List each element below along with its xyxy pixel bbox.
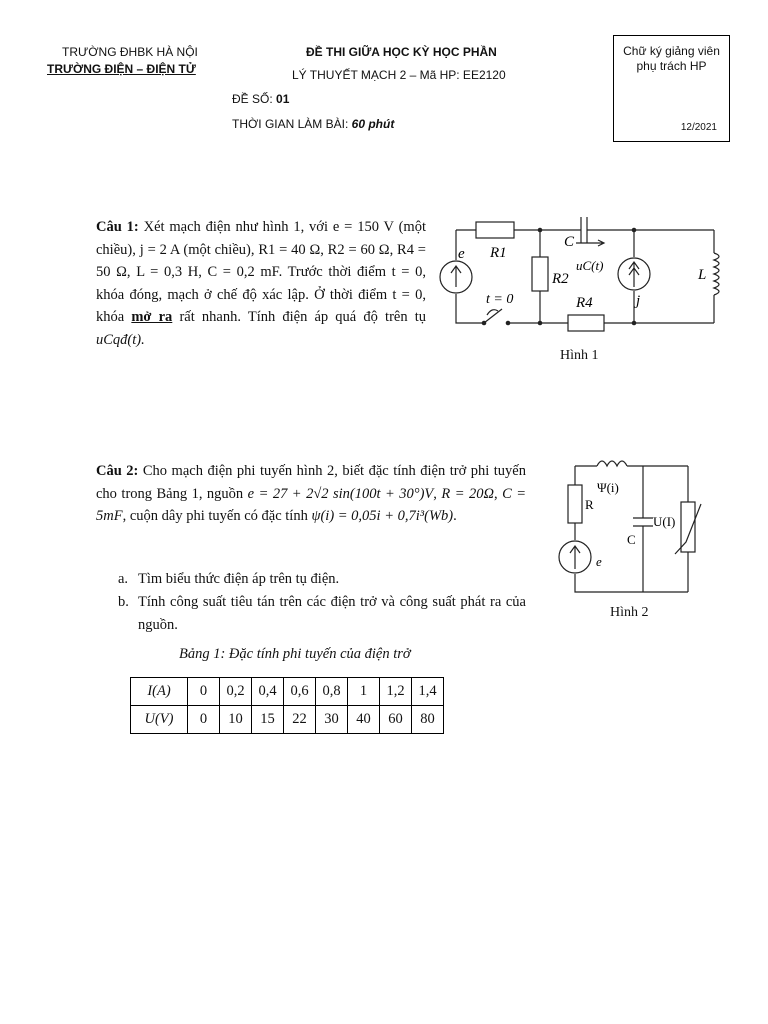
- course-name-text: LÝ THUYẾT MẠCH 2 – Mã HP: EE2120: [292, 68, 506, 82]
- table-cell: 60: [380, 706, 412, 734]
- label-e: e: [596, 554, 602, 569]
- question-2-end: .: [453, 508, 457, 524]
- label-t0: t = 0: [486, 292, 514, 307]
- figure-2-caption: Hình 2: [610, 605, 649, 620]
- signature-label-line1: Chữ ký giảng viên: [623, 44, 720, 58]
- exam-time: [232, 117, 394, 131]
- formula-source-e: e = 27 + 2√2 sin(100t + 30°)V: [247, 485, 434, 502]
- table-cell: 0,2: [220, 678, 252, 706]
- formula-r: R = 20Ω: [441, 485, 494, 502]
- row-head-current: I(A): [131, 678, 188, 706]
- label-l: L: [698, 267, 707, 283]
- inductor-l: [714, 253, 719, 295]
- question-1-label: Câu 1:: [96, 219, 139, 235]
- table-cell: 22: [284, 706, 316, 734]
- table-cell: 0,8: [316, 678, 348, 706]
- school-name: [62, 45, 222, 59]
- exam-title: [306, 45, 497, 59]
- table-cell: 40: [348, 706, 380, 734]
- question-1-text: [96, 216, 426, 351]
- course-name: [292, 68, 506, 82]
- table-cell: 15: [252, 706, 284, 734]
- wire: [575, 466, 688, 592]
- label-u: U(I): [653, 514, 676, 529]
- school-name-text: TRƯỜNG ĐHBK HÀ NỘI: [62, 45, 198, 59]
- label-uc: uC(t): [576, 258, 604, 273]
- arrow-up-icon: [570, 546, 580, 569]
- table-row: [131, 706, 444, 734]
- exam-time-value: 60 phút: [351, 117, 395, 131]
- question-2-body-c: , cuộn dây phi tuyến có đặc tính: [122, 508, 312, 524]
- table-caption: Bảng 1: Đặc tính phi tuyến của điện trở: [179, 646, 411, 662]
- voltage-arrow-icon: [576, 240, 604, 246]
- exam-number-value: 01: [276, 92, 290, 106]
- exam-number-label: ĐỀ SỐ:: [232, 92, 277, 106]
- item-text: Tính công suất tiêu tán trên các điện trở và công suất phát ra của nguồn.: [138, 594, 526, 633]
- question-1-body-a: Xét mạch điện như hình 1, với e = 150 V (một chiều), j = 2 A (một chiều), R1 = 40 Ω, R2 = 60 Ω, R4 = 50 Ω, L = 0,3 H, C = 0,2 mF. Trước thời điểm t = 0, khóa đóng, mạch ở chế độ xác lập. Ở thời điểm t = 0, khóa: [96, 219, 426, 325]
- nonlinear-resistor-table: [130, 677, 444, 734]
- table-cell: 1,4: [412, 678, 444, 706]
- capacitor-c: [633, 518, 653, 526]
- resistor-r4: [568, 315, 604, 331]
- figure-2-circuit: [555, 452, 705, 600]
- resistor-r: [568, 485, 582, 523]
- table-cell: 10: [220, 706, 252, 734]
- table-cell: 0: [188, 706, 220, 734]
- question-1-target: uCqđ(t).: [96, 331, 145, 348]
- double-arrow-up-icon: [629, 262, 639, 287]
- table-cell: 0,6: [284, 678, 316, 706]
- figure-1-caption: Hình 1: [560, 348, 599, 363]
- label-c: C: [564, 234, 575, 250]
- label-j: j: [636, 293, 641, 309]
- label-psi: Ψ(i): [597, 480, 619, 495]
- exam-number: [232, 92, 289, 106]
- question-2-sep: ,: [433, 485, 442, 502]
- question-2-item-b: [118, 591, 526, 636]
- signature-label: [614, 44, 729, 74]
- question-1-emphasis: mở ra: [131, 309, 173, 325]
- figure-1-circuit: [436, 205, 736, 340]
- question-2-text: Câu 2: Cho mạch điện phi tuyến hình 2, biết đặc tính điện trở phi tuyến cho trong Bảng 1, nguồn e = 27 + 2√2 sin(100t + 30°)V, R = 20Ω, C = 5mF, cuộn dây phi tuyến có đặc tính ψ(i) = 0,05i + 0,7i³(Wb).: [96, 463, 526, 524]
- switch-arrow-icon: [487, 310, 498, 315]
- table-cell: 0,4: [252, 678, 284, 706]
- label-r1: R1: [490, 245, 507, 261]
- table-cell: 1: [348, 678, 380, 706]
- question-1-body-b: rất nhanh. Tính điện áp quá độ trên tụ: [172, 309, 427, 325]
- table-cell: 1,2: [380, 678, 412, 706]
- nonlinear-mark-icon: [675, 504, 701, 554]
- row-head-voltage: U(V): [131, 706, 188, 734]
- table-cell: 80: [412, 706, 444, 734]
- item-marker: b.: [118, 594, 129, 610]
- item-marker: a.: [118, 571, 129, 587]
- label-r4: R4: [576, 295, 593, 311]
- switch-blade: [484, 309, 502, 323]
- table-cell: 30: [316, 706, 348, 734]
- exam-title-text: ĐỀ THI GIỮA HỌC KỲ HỌC PHẦN: [306, 45, 497, 59]
- signature-label-line2: phụ trách HP: [636, 59, 707, 73]
- table-row: [131, 678, 444, 706]
- resistor-r1: [476, 222, 514, 238]
- faculty-name-text: TRƯỜNG ĐIỆN – ĐIỆN TỬ: [47, 62, 196, 76]
- formula-c: C = 5mF: [96, 485, 526, 524]
- arrow-up-icon: [451, 266, 461, 287]
- question-2-body-a: Cho mạch điện phi tuyến hình 2, biết đặc tính điện trở phi tuyến cho trong Bảng 1, nguồn: [96, 463, 526, 502]
- label-r2: R2: [552, 271, 569, 287]
- wire: [456, 230, 484, 323]
- exam-date: 12/2021: [680, 122, 717, 133]
- signature-box: [613, 35, 730, 142]
- faculty-name: [47, 62, 196, 76]
- formula-psi: ψ(i) = 0,05i + 0,7i³(Wb): [311, 508, 454, 524]
- question-2-item-a: [118, 568, 526, 591]
- resistor-r2: [532, 257, 548, 291]
- table-cell: 0: [188, 678, 220, 706]
- label-c: C: [627, 532, 636, 547]
- exam-time-label: THỜI GIAN LÀM BÀI:: [232, 117, 352, 131]
- inductor-psi: [597, 461, 627, 466]
- label-e: e: [458, 246, 465, 262]
- capacitor-c: [581, 217, 587, 243]
- item-text: Tìm biểu thức điện áp trên tụ điện.: [138, 571, 340, 587]
- label-r: R: [585, 497, 594, 512]
- question-2-label: Câu 2:: [96, 463, 139, 479]
